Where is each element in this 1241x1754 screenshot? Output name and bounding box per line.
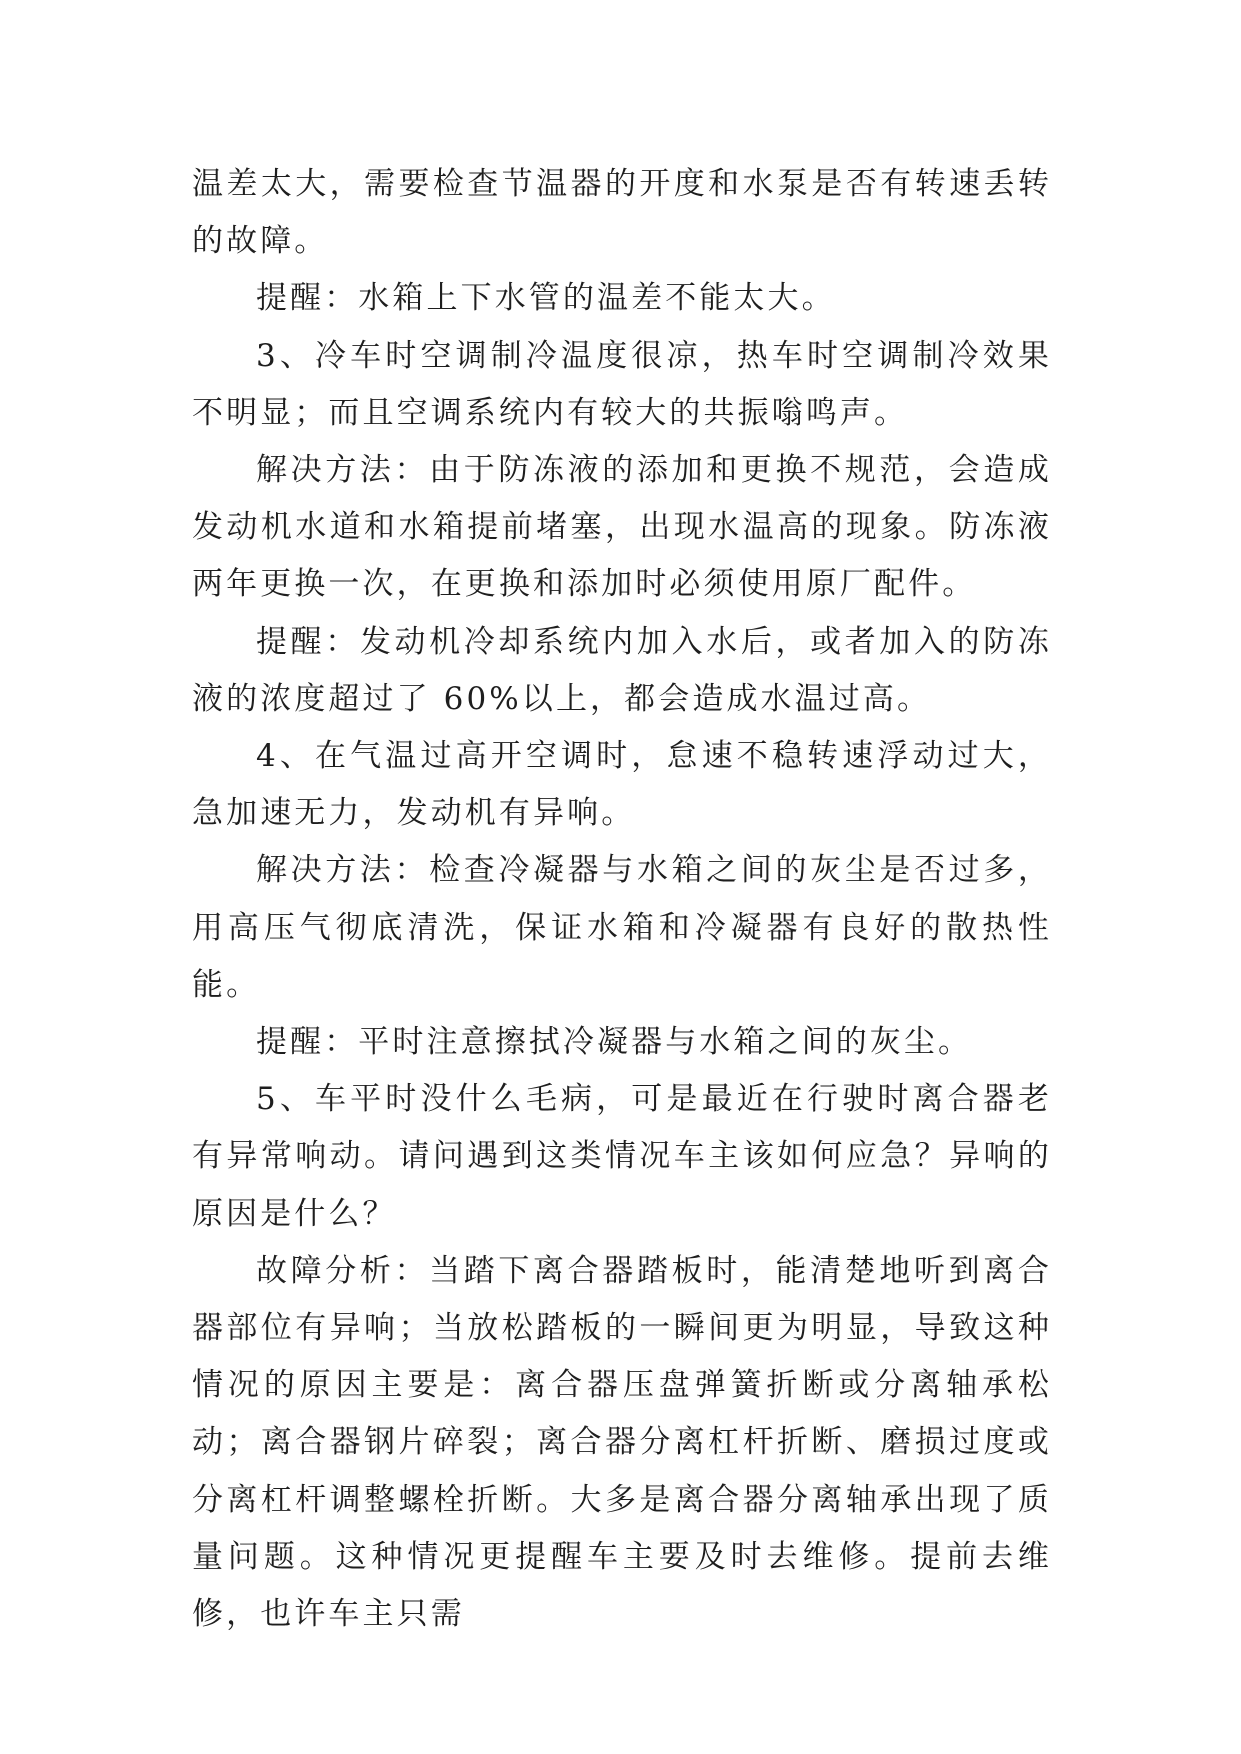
paragraph-issue-5: 5、车平时没什么毛病，可是最近在行驶时离合器老有异常响动。请问遇到这类情况车主该如何应急？异响的原因是什么？ [192, 1081, 1052, 1232]
paragraph-solution-4: 解决方法：检查冷凝器与水箱之间的灰尘是否过多，用高压气彻底清洗，保证水箱和冷凝器有良好的散热性能。 [192, 852, 1052, 1003]
paragraph-solution-3: 解决方法：由于防冻液的添加和更换不规范，会造成发动机水道和水箱提前堵塞，出现水温高的现象。防冻液两年更换一次，在更换和添加时必须使用原厂配件。 [192, 452, 1052, 603]
paragraph-continuation: 温差太大，需要检查节温器的开度和水泵是否有转速丢转的故障。 [192, 166, 1052, 260]
paragraph-issue-3: 3、冷车时空调制冷温度很凉，热车时空调制冷效果不明显；而且空调系统内有较大的共振嗡鸣声。 [192, 337, 1052, 431]
paragraph-reminder-1: 提醒：水箱上下水管的温差不能太大。 [256, 280, 836, 317]
paragraph-reminder-4: 提醒：平时注意擦拭冷凝器与水箱之间的灰尘。 [256, 1024, 973, 1061]
paragraph-issue-4: 4、在气温过高开空调时，怠速不稳转速浮动过大，急加速无力，发动机有异响。 [192, 738, 1052, 832]
document-body [192, 156, 1052, 1643]
paragraph-analysis-5: 故障分析：当踏下离合器踏板时，能清楚地听到离合器部位有异响；当放松踏板的一瞬间更为明显，导致这种情况的原因主要是：离合器压盘弹簧折断或分离轴承松动；离合器钢片碎裂；离合器分离杠杆折断、磨损过度或分离杠杆调整螺栓折断。大多是离合器分离轴承出现了质量问题。这种情况更提醒车主要及时去维修。提前去维修，也许车主只需 [192, 1252, 1052, 1633]
paragraph-reminder-3: 提醒：发动机冷却系统内加入水后，或者加入的防冻液的浓度超过了 60%以上，都会造成水温过高。 [192, 623, 1052, 717]
